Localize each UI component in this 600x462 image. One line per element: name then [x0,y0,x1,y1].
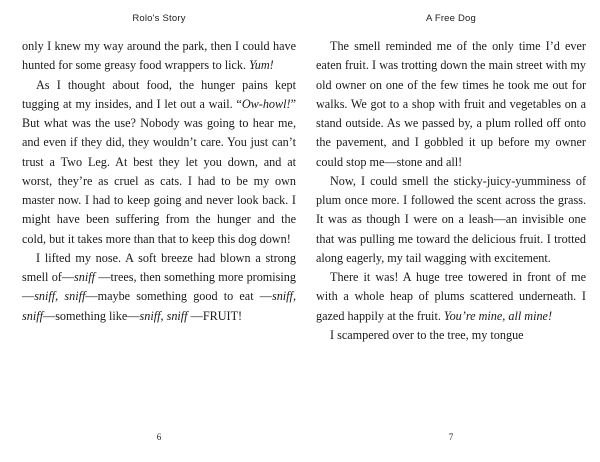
text-run: I scampered over to the tree, my tongue [330,327,524,342]
text-run: —trees, then something more promising— [22,270,296,304]
paragraph [22,249,296,326]
text-run: I lifted my nose. A soft breeze had blown a strong smell of— [22,250,296,284]
text-run: ” But what was the use? Nobody was going to hear me, and even if they did, they wouldn’t care. You just can’t trust a Two Leg. At best they let you down, and at worst, they’re as cruel as cats. I had to be my own master now. I had to keep going and never look back. I might have been suffering from the hunger and the cold, but it takes more than that to keep this dog down! [22,96,296,246]
paragraph [316,172,586,268]
text-run: only I knew my way around the park, then I could have hunted for some greasy food wrappers to lick. [22,39,296,73]
right-body-text [316,37,586,345]
text-run: Now, I could smell the sticky-juicy-yumminess of plum once more. I followed the scent across the grass. It was as though I were on a leash—an invisible one that was pulling me toward the delicious fruit. I trotted along eagerly, my tail wagging with excitement. [316,173,586,265]
text-run: —FRUIT! [187,308,243,323]
left-page-number: 6 [156,432,162,442]
left-body-text [22,37,296,326]
italic-text-run: sniff, sniff [34,289,86,304]
left-page [22,0,296,462]
text-run: The smell reminded me of the only time I’d ever eaten fruit. I was trotting down the main street with my old owner on one of the few times he took me out for walks. We got to a shop with fruit and vegetables on a stand outside. As we passed by, a plum rolled off onto the pavement, and I gobbled it up before my owner could stop me—stone and all! [316,39,586,169]
italic-text-run: sniff, sniff [139,308,188,323]
text-run: —maybe something good to eat — [85,289,272,304]
paragraph [316,268,586,326]
italic-text-run: Yum! [249,58,274,73]
left-running-head: Rolo's Story [132,13,186,24]
paragraph [22,76,296,249]
italic-text-run: sniff, sniff [22,289,296,323]
text-run: —something like— [43,308,140,323]
paragraph [316,326,586,345]
right-page [316,0,586,462]
italic-text-run: sniff [74,270,96,284]
right-page-number: 7 [448,432,454,442]
text-run: There it was! A huge tree towered in front of me with a whole heap of plums scattered underneath. I gazed happily at the fruit. [316,270,586,323]
paragraph [22,37,296,76]
text-run: As I thought about food, the hunger pains kept tugging at my insides, and I let out a wail. “ [22,77,296,111]
italic-text-run: You’re mine, all mine! [443,308,553,323]
italic-text-run: Ow-howl! [241,96,291,111]
right-running-head: A Free Dog [425,13,477,24]
paragraph [316,37,586,172]
